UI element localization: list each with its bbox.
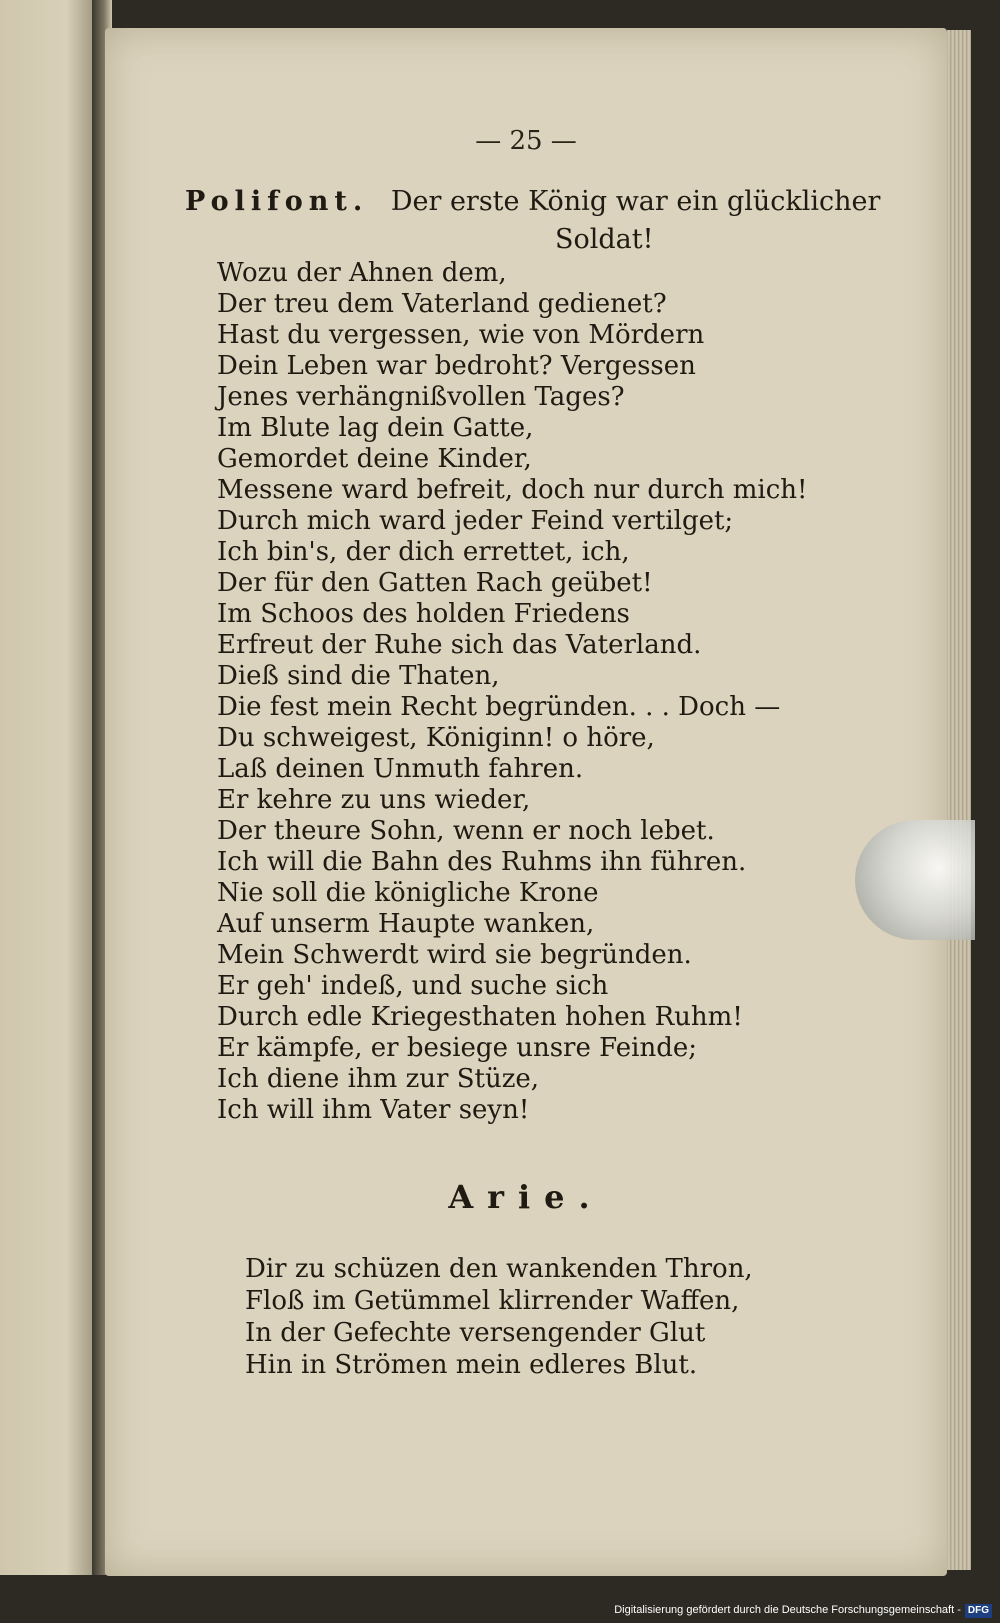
verse-line: Hast du vergessen, wie von Mördern (217, 320, 705, 350)
verse-line: Er geh' indeß, und suche sich (217, 971, 609, 1001)
aria-line: Floß im Getümmel klirrender Waffen, (245, 1286, 740, 1316)
verse-line: Ich will ihm Vater seyn! (217, 1095, 530, 1125)
page-number: — 25 — (475, 126, 577, 156)
verse-line: Dieß sind die Thaten, (217, 661, 500, 691)
aria-line: Hin in Strömen mein edleres Blut. (245, 1350, 698, 1380)
aria-line: In der Gefechte versengender Glut (245, 1318, 706, 1348)
digitization-credit (614, 1599, 992, 1621)
page-edges (947, 30, 971, 1570)
verse-line: Durch edle Kriegesthaten hohen Ruhm! (217, 1002, 743, 1032)
verse-line: Im Blute lag dein Gatte, (217, 413, 534, 443)
aria-line: Dir zu schüzen den wankenden Thron, (245, 1254, 753, 1284)
verse-line: Du schweigest, Königinn! o höre, (217, 723, 655, 753)
verse-line: Er kehre zu uns wieder, (217, 785, 531, 815)
previous-page (0, 0, 95, 1575)
speaker-first-line: Der erste König war ein glücklicher (390, 186, 881, 217)
verse-line: Im Schoos des holden Friedens (217, 599, 630, 629)
aria-verse (245, 1253, 925, 1381)
verse-line: Messene ward befreit, doch nur durch mich! (217, 475, 808, 505)
verse-line: Wozu der Ahnen dem, (217, 258, 507, 288)
credit-text: Digitalisierung gefördert durch die Deutsche Forschungsgemeinschaft - (614, 1604, 961, 1616)
verse-line: Der für den Gatten Rach geübet! (217, 568, 653, 598)
speaker-name: Polifont. (185, 186, 369, 217)
verse-line: Der treu dem Vaterland gedienet? (217, 289, 667, 319)
verse-line: Durch mich ward jeder Feind vertilget; (217, 506, 734, 536)
verse-line: Er kämpfe, er besiege unsre Feinde; (217, 1033, 697, 1063)
book-page (105, 28, 947, 1576)
verse-line: Nie soll die königliche Krone (217, 878, 599, 908)
aria-heading: Arie. (448, 1178, 604, 1216)
verse-line: Die fest mein Recht begründen. . . Doch — (217, 692, 781, 722)
speaker-first-line-continuation: Soldat! (555, 224, 654, 255)
verse-line: Der theure Sohn, wenn er noch lebet. (217, 816, 715, 846)
verse-line: Auf unserm Haupte wanken, (217, 909, 595, 939)
verse-line: Ich diene ihm zur Stüze, (217, 1064, 540, 1094)
verse-line: Mein Schwerdt wird sie begründen. (217, 940, 692, 970)
verse-line: Dein Leben war bedroht? Vergessen (217, 351, 696, 381)
verse-line: Laß deinen Unmuth fahren. (217, 754, 584, 784)
verse-line: Ich will die Bahn des Ruhms ihn führen. (217, 847, 747, 877)
recitative-verse (217, 258, 937, 1126)
verse-line: Gemordet deine Kinder, (217, 444, 532, 474)
page-holder-clip (855, 820, 975, 940)
verse-line: Ich bin's, der dich errettet, ich, (217, 537, 630, 567)
speaker-line (185, 186, 925, 217)
verse-line: Erfreut der Ruhe sich das Vaterland. (217, 630, 702, 660)
dfg-logo: DFG (965, 1604, 992, 1618)
verse-line: Jenes verhängnißvollen Tages? (217, 382, 625, 412)
